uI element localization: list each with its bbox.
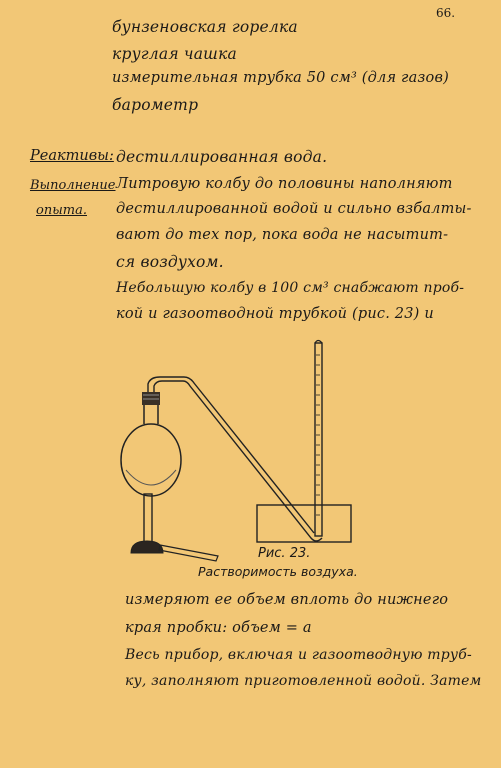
water-dish <box>257 505 351 542</box>
page-number: 66. <box>436 6 456 20</box>
procedure-label-2: опыта. <box>36 203 87 218</box>
procedure-line-2: дестиллированной водой и сильно взбалты- <box>116 201 472 217</box>
equipment-line-2: круглая чашка <box>112 45 237 63</box>
procedure-line-3: вают до тех пор, пока вода не насытит- <box>116 227 449 243</box>
after-line-2: края пробки: объем = a <box>125 620 312 636</box>
figure-caption-title: Растворимость воздуха. <box>198 564 358 579</box>
measuring-tube <box>315 341 322 537</box>
procedure-line-1: Литровую колбу до половины наполняют <box>116 176 453 192</box>
equipment-line-3: измерительная трубка 50 см³ (для газов) <box>112 70 449 86</box>
reagents-label: Реактивы: <box>30 148 114 164</box>
procedure-line-4: ся воздухом. <box>116 253 224 271</box>
reagents-text: дестиллированная вода. <box>116 148 328 166</box>
round-flask <box>121 404 181 496</box>
figure-caption-number: Рис. 23. <box>258 546 311 561</box>
equipment-line-1: бунзеновская горелка <box>112 18 298 36</box>
after-line-3: Весь прибор, включая и газоотводную труб- <box>125 647 472 663</box>
after-line-4: ку, заполняют приготовленной водой. Затем <box>125 673 482 689</box>
equipment-line-4: барометр <box>112 96 199 114</box>
procedure-line-5: Небольшую колбу в 100 см³ снабжают проб- <box>116 280 465 296</box>
flask-stopper <box>142 392 160 405</box>
procedure-line-6: кой и газоотводной трубкой (рис. 23) и <box>116 306 434 322</box>
gas-delivery-tube <box>148 377 322 541</box>
after-line-1: измеряют ее объем вплоть до нижнего <box>125 592 449 608</box>
procedure-label-1: Выполнение <box>30 178 116 193</box>
bunsen-burner <box>131 494 218 561</box>
